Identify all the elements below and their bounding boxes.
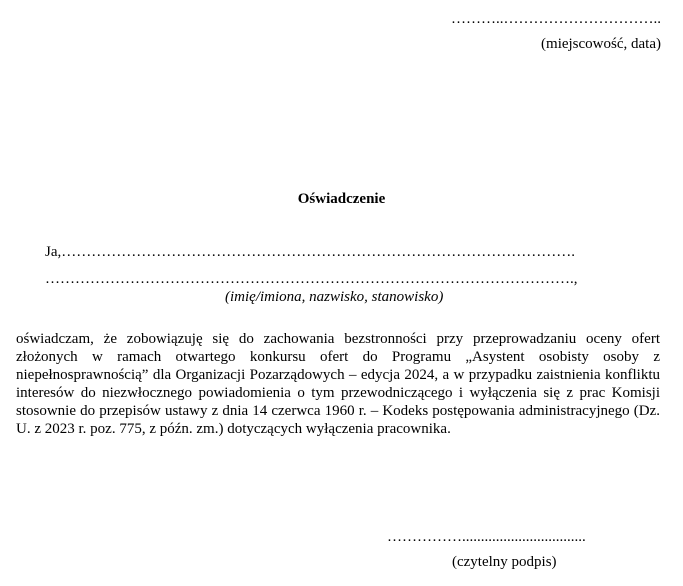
declarant-caption: (imię/imiona, nazwisko, stanowisko) (225, 289, 444, 305)
declaration-paragraph: oświadczam, że zobowiązuję się do zachowania bezstronności przy przeprowadzaniu oceny ofert złożonych w ramach otwartego konkursu ofert do Programu „Asystent osobisty osoby z niepełnosprawnością” dla Organizacji Pozarządowych – edycja 2024, a w przypadku zaistnienia konfliktu interesów do niezwłocznego powiadomienia o tym przewodniczącego i wyłączenia się z prac Komisji stosownie do przepisów ustawy z dnia 14 czerwca 1960 r. – Kodeks postępowania administracyjnego (Dz. U. z 2023 r. poz. 775, z późn. zm.) dotyczących wyłączenia pracownika. (16, 331, 660, 437)
page-title: Oświadczenie (297, 191, 386, 207)
date-caption: (miejscowość, data) (541, 36, 661, 52)
date-placeholder: ………..………………………….. (451, 11, 661, 27)
signature-caption: (czytelny podpis) (452, 554, 557, 570)
signature-placeholder: ……………................................. (387, 529, 586, 545)
declarant-line-2: ……………………………………………………………………………………………., (45, 271, 578, 287)
declarant-line-1: Ja,…………………………………………………………………………………………. (45, 244, 575, 260)
